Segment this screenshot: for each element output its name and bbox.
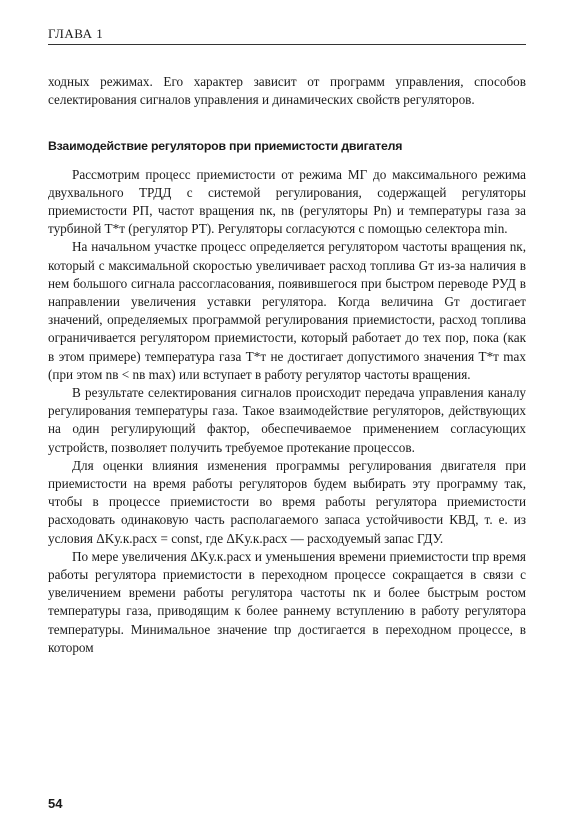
paragraph: Для оценки влияния изменения программы регулирования двигателя при приемистости на время работы регуляторов будем выбирать эту программу так, чтобы в процессе приемистости во время работы регулятора приемистости расходовать одинаковую часть располагаемого запаса устойчивости КВД, т. е. из условия ΔKу.к.расх = const, где ΔKу.к.расх — расходуемый запас ГДУ.	[48, 457, 526, 546]
paragraph-continued: ходных режимах. Его характер зависит от программ управления, способов селектирования сигналов управления и динамических свойств регуляторов.	[48, 74, 526, 108]
page-body	[48, 73, 526, 657]
paragraph: На начальном участке процесс определяется регулятором частоты вращения nк, который с максимальной скоростью увеличивает расход топлива Gт из-за наличия в нем большого сигнала рассогласования, появившегося при быстром переводе РУД в направлении увеличения уставки регулятора. Когда величина Gт достигает значений, определяемых программой регулирования приемистости, расход топлива ограничивается регулятором приемистости, который работает до тех пор, пока (как в этом примере) температура газа Т*т не достигает допустимого значения Т*т max (при этом nв < nв max) или вступает в работу регулятор частоты вращения.	[48, 239, 526, 382]
header-rule	[48, 44, 526, 45]
paragraph: В результате селектирования сигналов происходит передача управления каналу регулирования температуры газа. Такое взаимодействие регуляторов, действующих на один регулирующий фактор, обеспечиваемое применением согласующих устройств, позволяет получить требуемое протекание процессов.	[48, 385, 526, 455]
running-head-chapter: ГЛАВА 1	[48, 26, 104, 41]
paragraph: По мере увеличения ΔKу.к.расх и уменьшения времени приемистости tпр время работы регулятора приемистости в переходном процессе сокращается в связи с увеличением времени работы регулятора частоты nк и более быстрым ростом температуры газа, приводящим к более раннему вступлению в работу регулятора температуры. Минимальное значение tпр достигается в переходном процессе, в котором	[48, 548, 526, 655]
page-number: 54	[48, 796, 63, 811]
section-heading: Взаимодействие регуляторов при приемистости двигателя	[48, 139, 403, 154]
paragraph: Рассмотрим процесс приемистости от режима МГ до максимального режима двухвального ТРДД с системой регулирования, содержащей регуляторы приемистости РП, частот вращения nк, nв (регуляторы Рn) и температуры газа за турбиной Т*т (регулятор РТ). Регуляторы согласуются с помощью селектора min.	[48, 166, 526, 237]
